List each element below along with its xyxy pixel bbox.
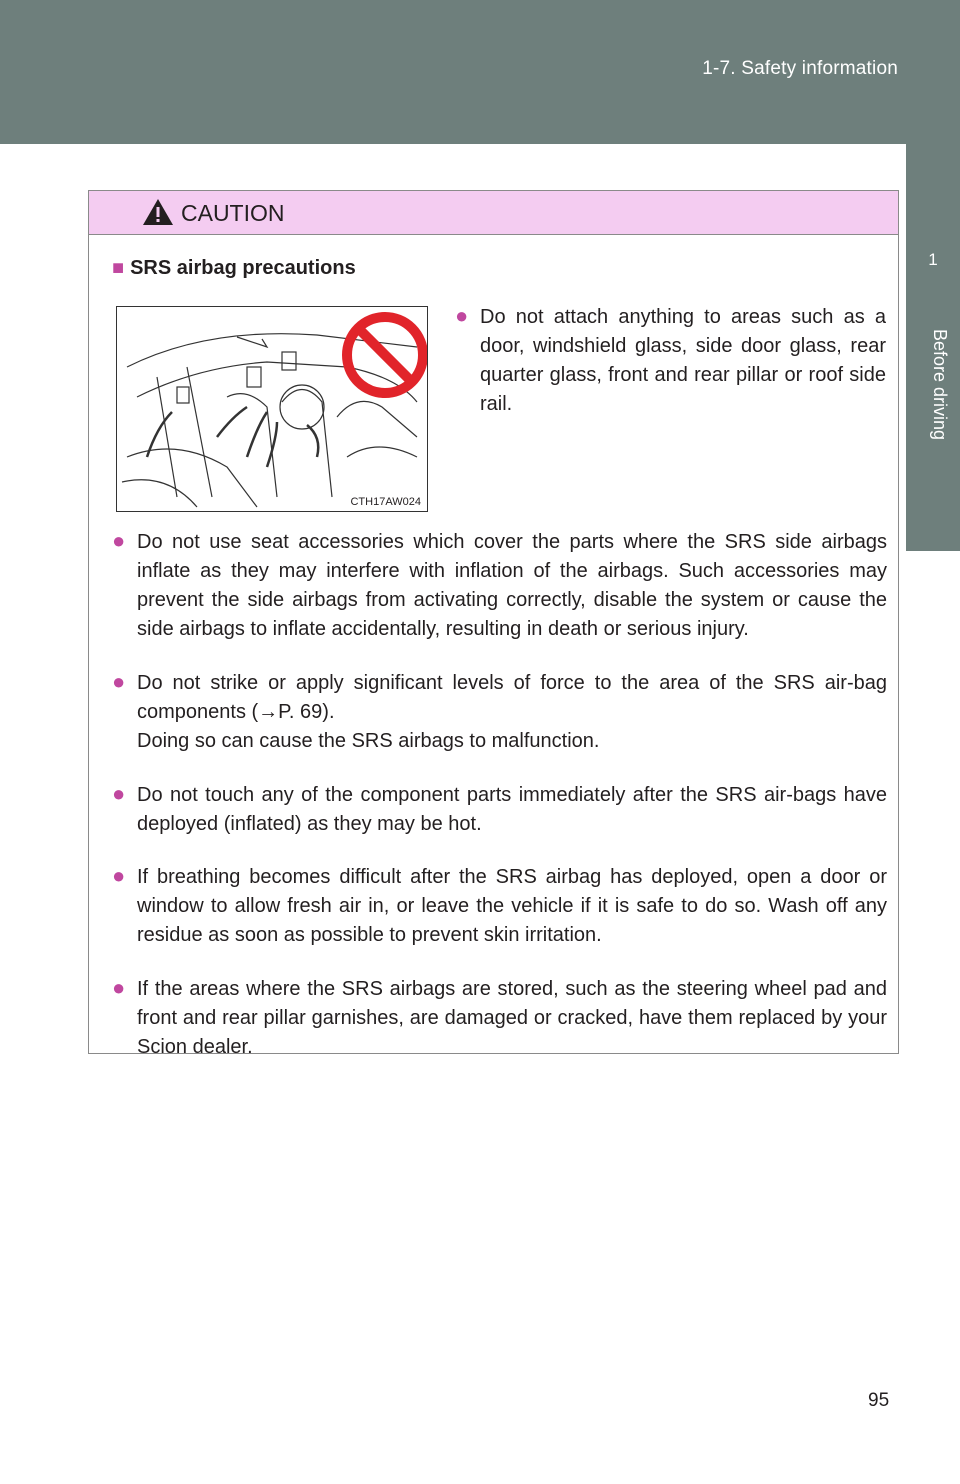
header-band <box>0 0 960 144</box>
bullet-item: ● If breathing becomes difficult after the SRS airbag has deployed, open a door or window to allow fresh air in, or leave the vehicle if it is safe to do so. Wash off any residue as soon as possible to prevent skin irritation. <box>112 863 887 946</box>
bullet-dot-icon: ● <box>112 669 126 694</box>
prohibition-icon <box>347 317 423 393</box>
bullet-item: ● Do not strike or apply significant levels of force to the area of the SRS air-bag components (→P. 69). Doing so can cause the SRS airbags to malfunction. <box>112 669 887 752</box>
figure-code: CTH17AW024 <box>350 496 421 508</box>
bullet-dot-icon: ● <box>112 863 126 888</box>
section-heading-text: SRS airbag precautions <box>130 257 356 279</box>
car-interior-illustration <box>117 307 427 511</box>
chapter-label: Before driving <box>930 329 950 441</box>
bullet-item: ● Do not attach anything to areas such as a door, windshield glass, side door glass, rear quarter glass, front and rear pillar or roof side rail. <box>455 303 886 415</box>
bullet-dot-icon: ● <box>112 975 126 1000</box>
bullet-dot-icon: ● <box>112 528 126 553</box>
bullet-dot-icon: ● <box>455 303 469 328</box>
section-title: 1-7. Safety information <box>702 58 898 79</box>
bullet-item: ● If the areas where the SRS airbags are stored, such as the steering wheel pad and front and rear pillar garnishes, are damaged or cracked, have them replaced by your Scion dealer. <box>112 975 887 1058</box>
square-bullet-icon: ■ <box>112 257 125 279</box>
caution-header <box>89 191 898 235</box>
bullet-dot-icon: ● <box>112 781 126 806</box>
page-number: 95 <box>868 1390 890 1411</box>
chapter-side-tab <box>906 144 960 551</box>
section-heading <box>112 257 356 280</box>
bullet-item: ● Do not touch any of the component parts immediately after the SRS air-bags have deployed (inflated) as they may be hot. <box>112 781 887 835</box>
airbag-illustration <box>116 306 428 512</box>
chapter-number: 1 <box>928 250 938 269</box>
caution-box <box>88 190 899 1058</box>
caution-label: CAUTION <box>181 200 285 226</box>
bullet-item: ● Do not use seat accessories which cover the parts where the SRS side airbags inflate as they may interfere with inflation of the airbags. Such accessories may prevent the side airbags from activating correctly, disable the system or cause the side airbags to inflate accidentally, resulting in death or serious injury. <box>112 528 887 640</box>
warning-triangle-icon <box>141 197 175 227</box>
